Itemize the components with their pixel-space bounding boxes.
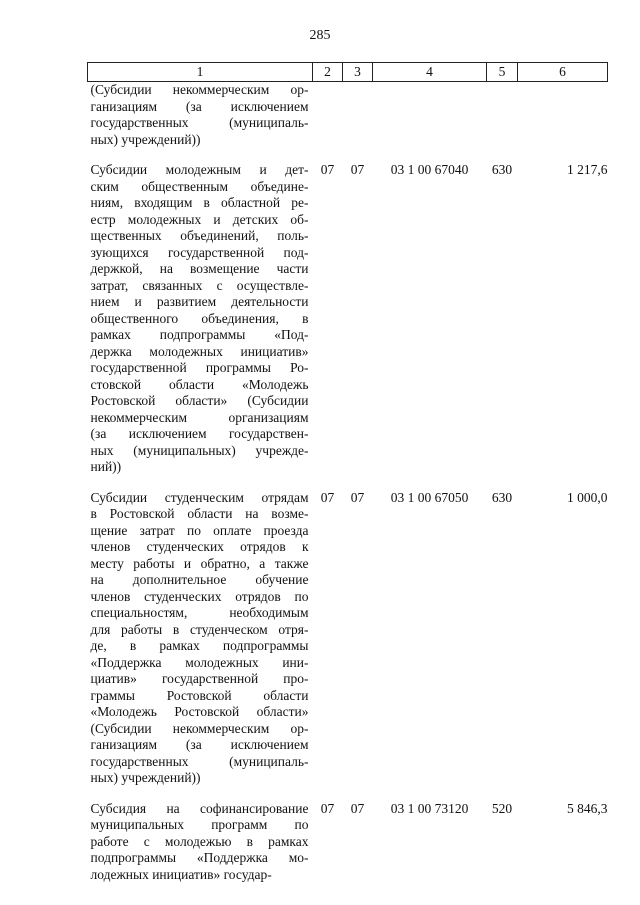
col-header-3: 3 — [343, 63, 373, 82]
row-amount: 5 846,3 — [567, 800, 608, 816]
description-line: месту работы и обратно, а также — [90, 555, 309, 571]
spacer-cell — [88, 476, 313, 490]
row-section: 07 — [320, 489, 335, 505]
row-section: 07 — [320, 800, 335, 816]
row-subsection: 07 — [350, 162, 365, 177]
description-line: щественных объединений, поль- — [90, 228, 309, 243]
description-line: ганизациям (за исключением — [90, 737, 309, 752]
table-row — [88, 82, 608, 149]
col-header-6: 6 — [518, 63, 608, 82]
row-description — [88, 490, 313, 787]
spacer-cell — [487, 787, 518, 801]
description-line: затрат, связанных с осуществле- — [90, 277, 309, 293]
table-row — [88, 162, 608, 476]
spacer-cell — [518, 787, 608, 801]
spacer-cell — [343, 148, 373, 162]
col-header-4: 4 — [373, 63, 487, 82]
header-row — [88, 63, 608, 82]
row-section: 07 — [320, 162, 335, 177]
spacer-cell — [373, 476, 487, 490]
description-line: Субсидии молодежным и дет- — [90, 162, 309, 177]
description-line: стовской области «Молодежь — [90, 376, 309, 392]
description-line: граммы Ростовской области — [90, 687, 309, 703]
row-target-code: 03 1 00 67040 — [390, 162, 469, 177]
description-line: Ростовской области» (Субсидии — [90, 393, 309, 408]
spacer-cell — [487, 476, 518, 490]
description-line: (Субсидии некоммерческим ор- — [90, 720, 309, 736]
spacer-cell — [518, 148, 608, 162]
row-amount: 1 000,0 — [567, 489, 608, 505]
row-description — [88, 82, 313, 149]
row-expense-type: 630 — [491, 489, 513, 505]
spacer-cell — [343, 787, 373, 801]
table-header — [88, 63, 608, 82]
description-line: нием и развитием деятельности — [90, 294, 309, 309]
spacer-cell — [313, 787, 343, 801]
table-body — [88, 82, 608, 884]
description-line: ний)) — [90, 459, 122, 474]
row-target-code: 03 1 00 73120 — [390, 800, 469, 816]
description-line: ским общественным объедине- — [90, 178, 309, 194]
spacer-cell — [313, 148, 343, 162]
description-line: государственных (муниципаль- — [90, 753, 309, 769]
col-header-2: 2 — [313, 63, 343, 82]
description-line: муниципальных программ по — [90, 817, 309, 832]
row-subsection: 07 — [350, 800, 365, 816]
row-target-code — [373, 82, 487, 149]
description-line: зующихся государственной под- — [90, 244, 309, 260]
budget-table — [87, 62, 608, 883]
description-line: «Поддержка молодежных ини- — [90, 654, 309, 670]
description-line: ных) учреждений)) — [90, 770, 201, 785]
description-line: «Молодежь Ростовской области» — [90, 704, 309, 719]
description-line: ганизациям (за исключением — [90, 98, 309, 114]
row-expense-type: 630 — [491, 162, 513, 177]
row-spacer — [88, 787, 608, 801]
description-line: работе с молодежью в рамках — [90, 833, 309, 849]
description-line: государственных (муниципаль- — [90, 115, 309, 130]
row-description — [88, 162, 313, 476]
spacer-cell — [313, 476, 343, 490]
col-header-5: 5 — [487, 63, 518, 82]
description-line: Субсидия на софинансирование — [90, 800, 309, 816]
description-line: держкой, на возмещение части — [90, 261, 309, 276]
description-line: ниям, входящим в областной ре- — [90, 195, 309, 210]
description-line: ных) учреждений)) — [90, 131, 201, 147]
row-section — [313, 82, 343, 149]
spacer-cell — [343, 476, 373, 490]
description-line: (за исключением государствен- — [90, 426, 309, 441]
spacer-cell — [373, 148, 487, 162]
description-line: Субсидии студенческим отрядам — [90, 489, 309, 505]
col-header-1: 1 — [88, 63, 313, 82]
spacer-cell — [88, 787, 313, 801]
row-amount — [518, 82, 608, 149]
description-line: для работы в студенческом отря- — [90, 621, 309, 637]
table-row — [88, 801, 608, 884]
description-line: естр молодежных и детских об- — [90, 211, 309, 227]
description-line: рамках подпрограммы «Под- — [90, 327, 309, 342]
description-line: щение затрат по оплате проезда — [90, 522, 309, 538]
row-expense-type: 520 — [491, 800, 513, 816]
description-line: общественного объединения, в — [90, 310, 309, 326]
description-line: де, в рамках подпрограммы — [90, 638, 309, 653]
row-expense-type — [487, 82, 518, 149]
description-line: на дополнительное обучение — [90, 572, 309, 587]
description-line: держка молодежных инициатив» — [90, 343, 309, 359]
description-line: членов студенческих отрядов к — [90, 539, 309, 554]
row-subsection — [343, 82, 373, 149]
description-line: (Субсидии некоммерческим ор- — [90, 82, 309, 97]
description-line: государственной программы Ро- — [90, 360, 309, 375]
description-line: лодежных инициатив» государ- — [90, 866, 272, 882]
row-description — [88, 801, 313, 884]
row-spacer — [88, 148, 608, 162]
row-spacer — [88, 476, 608, 490]
spacer-cell — [487, 148, 518, 162]
table-row — [88, 490, 608, 787]
row-target-code: 03 1 00 67050 — [390, 489, 469, 505]
spacer-cell — [373, 787, 487, 801]
row-amount: 1 217,6 — [567, 162, 608, 177]
spacer-cell — [518, 476, 608, 490]
description-line: ных (муниципальных) учрежде- — [90, 442, 309, 458]
description-line: циатив» государственной про- — [90, 671, 309, 686]
spacer-cell — [88, 148, 313, 162]
description-line: специальностям, необходимым — [90, 605, 309, 620]
description-line: подпрограммы «Поддержка мо- — [90, 850, 309, 865]
description-line: членов студенческих отрядов по — [90, 588, 309, 604]
row-subsection: 07 — [350, 489, 365, 505]
page-number: 285 — [309, 28, 331, 43]
description-line: в Ростовской области на возме- — [90, 506, 309, 521]
description-line: некоммерческим организациям — [90, 409, 309, 425]
